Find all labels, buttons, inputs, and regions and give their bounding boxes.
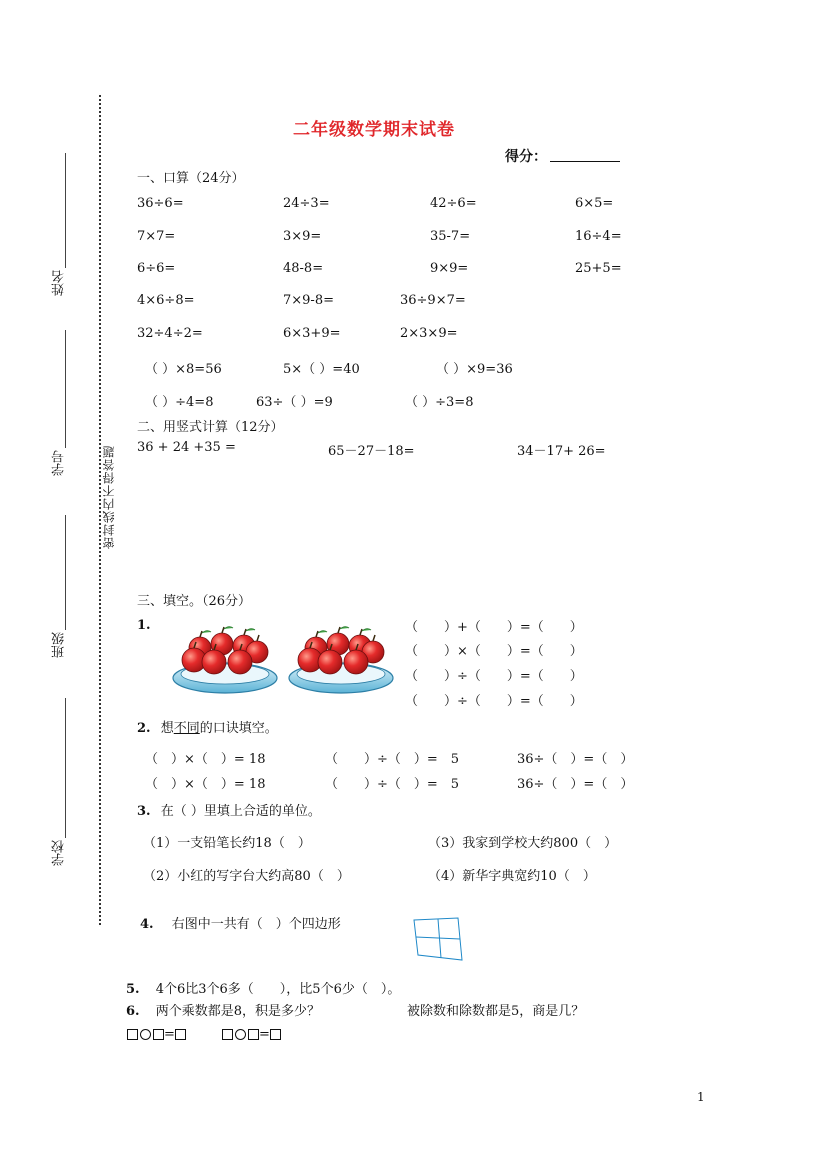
- oral-problem: 36÷9×7=: [400, 293, 466, 308]
- vertical-calc-problem: 65－27－18=: [328, 444, 415, 459]
- q2-text-underlined: 不同: [173, 721, 200, 736]
- name-label: 姓名: [52, 270, 67, 296]
- name-blank[interactable]: [65, 153, 66, 268]
- vertical-calc-problem: 36 + 24 +35 =: [137, 440, 236, 455]
- score-blank[interactable]: [550, 161, 620, 162]
- q6-text-a: 两个乘数都是8，积是多少？: [155, 1004, 320, 1019]
- oral-problem: 48-8=: [283, 261, 324, 276]
- oral-problem: 24÷3=: [283, 196, 330, 211]
- blank-box[interactable]: [222, 1029, 233, 1040]
- fill-equation: （ ）÷（ ）= 5: [325, 752, 460, 767]
- oral-problem: 36÷6=: [137, 196, 184, 211]
- oral-problem: 32÷4÷2=: [137, 326, 203, 341]
- seal-text: 密封线内不得答题: [102, 445, 116, 549]
- oral-problem: 5×（ ）=40: [283, 362, 360, 377]
- oral-problem: 35-7=: [430, 229, 471, 244]
- question-number: 2.: [137, 721, 151, 736]
- class-blank[interactable]: [65, 515, 66, 630]
- class-label: 班级: [52, 632, 67, 658]
- q5-text: 4个6比3个6多（ ），比5个6少（ ）。: [155, 982, 401, 997]
- apple-plates-illustration: [170, 622, 395, 697]
- question-number: 1.: [137, 618, 151, 633]
- question-5: [126, 978, 400, 997]
- unit-item: （4）新华字典宽约10（ ）: [428, 869, 596, 884]
- question-number: 4.: [140, 917, 154, 932]
- q3-text: 在（ ）里填上合适的单位。: [160, 804, 321, 819]
- section1-heading: 一、口算（24分）: [137, 171, 245, 186]
- q2-text-pre: 想: [160, 721, 174, 736]
- oral-problem: 16÷4=: [575, 229, 622, 244]
- fill-equation: （ ）÷（ ）=（ ）: [405, 669, 583, 684]
- fill-equation: 36÷（ ）=（ ）: [517, 752, 634, 767]
- blank-box[interactable]: [175, 1029, 186, 1040]
- oral-problem: 7×7=: [137, 229, 176, 244]
- oral-problem: 3×9=: [283, 229, 322, 244]
- oral-problem: 6×3+9=: [283, 326, 341, 341]
- answer-template: =: [127, 1027, 186, 1042]
- question-number: 3.: [137, 804, 151, 819]
- oral-problem: 7×9-8=: [283, 293, 334, 308]
- question-number: 6.: [126, 1004, 140, 1019]
- oral-problem: 4×6÷8=: [137, 293, 195, 308]
- score-label: 得分：: [505, 149, 547, 165]
- oral-problem: （ ）×8=56: [145, 362, 222, 377]
- fill-equation: （ ）÷（ ）= 5: [325, 777, 460, 792]
- oral-problem: （ ）×9=36: [436, 362, 513, 377]
- oral-problem: 6÷6=: [137, 261, 176, 276]
- oral-problem: 63÷（ ）=9: [256, 395, 333, 410]
- blank-box[interactable]: [153, 1029, 164, 1040]
- student-id-label: 学号: [52, 450, 67, 476]
- q4-text: 右图中一共有（ ）个四边形: [171, 917, 341, 932]
- question-number: 5.: [126, 982, 140, 997]
- oral-problem: 25+5=: [575, 261, 622, 276]
- student-id-blank[interactable]: [65, 330, 66, 448]
- question-3: [137, 800, 321, 819]
- vertical-calc-problem: 34－17+ 26=: [517, 444, 606, 459]
- fill-equation: （ ）×（ ）= 18: [145, 777, 266, 792]
- oral-problem: （ ）÷3=8: [405, 395, 474, 410]
- oral-problem: 2×3×9=: [400, 326, 458, 341]
- school-blank[interactable]: [65, 698, 66, 838]
- q2-text-post: 的口诀填空。: [199, 721, 278, 736]
- unit-item: （1）一支铅笔长约18（ ）: [143, 836, 311, 851]
- operator-circle[interactable]: [140, 1029, 151, 1040]
- oral-problem: 42÷6=: [430, 196, 477, 211]
- question-6: [126, 1000, 320, 1019]
- question-2: [137, 717, 278, 736]
- section3-heading: 三、填空。（26分）: [137, 594, 252, 609]
- school-label: 学校: [52, 840, 67, 866]
- fill-equation: （ ）×（ ）=（ ）: [405, 644, 583, 659]
- operator-circle[interactable]: [235, 1029, 246, 1040]
- fill-equation: （ ）÷（ ）=（ ）: [405, 694, 583, 709]
- oral-problem: 9×9=: [430, 261, 469, 276]
- fill-equation: 36÷（ ）=（ ）: [517, 777, 634, 792]
- plate-right: [289, 627, 393, 693]
- oral-problem: （ ）÷4=8: [145, 395, 214, 410]
- fill-equation: （ ）×（ ）= 18: [145, 752, 266, 767]
- blank-box[interactable]: [248, 1029, 259, 1040]
- section2-heading: 二、用竖式计算（12分）: [137, 420, 284, 435]
- fill-equation: （ ）+（ ）=（ ）: [405, 620, 583, 635]
- plate-left: [173, 627, 277, 693]
- question-4: [140, 913, 341, 932]
- oral-problem: 6×5=: [575, 196, 614, 211]
- answer-template: =: [222, 1027, 281, 1042]
- page-number: 1: [697, 1090, 705, 1104]
- page-title: 二年级数学期末试卷: [293, 120, 455, 140]
- unit-item: （3）我家到学校大约800（ ）: [428, 836, 618, 851]
- blank-box[interactable]: [127, 1029, 138, 1040]
- quadrilateral-figure: [410, 915, 466, 965]
- unit-item: （2）小红的写字台大约高80（ ）: [143, 869, 350, 884]
- q6-text-b: 被除数和除数都是5，商是几？: [407, 1004, 585, 1019]
- blank-box[interactable]: [270, 1029, 281, 1040]
